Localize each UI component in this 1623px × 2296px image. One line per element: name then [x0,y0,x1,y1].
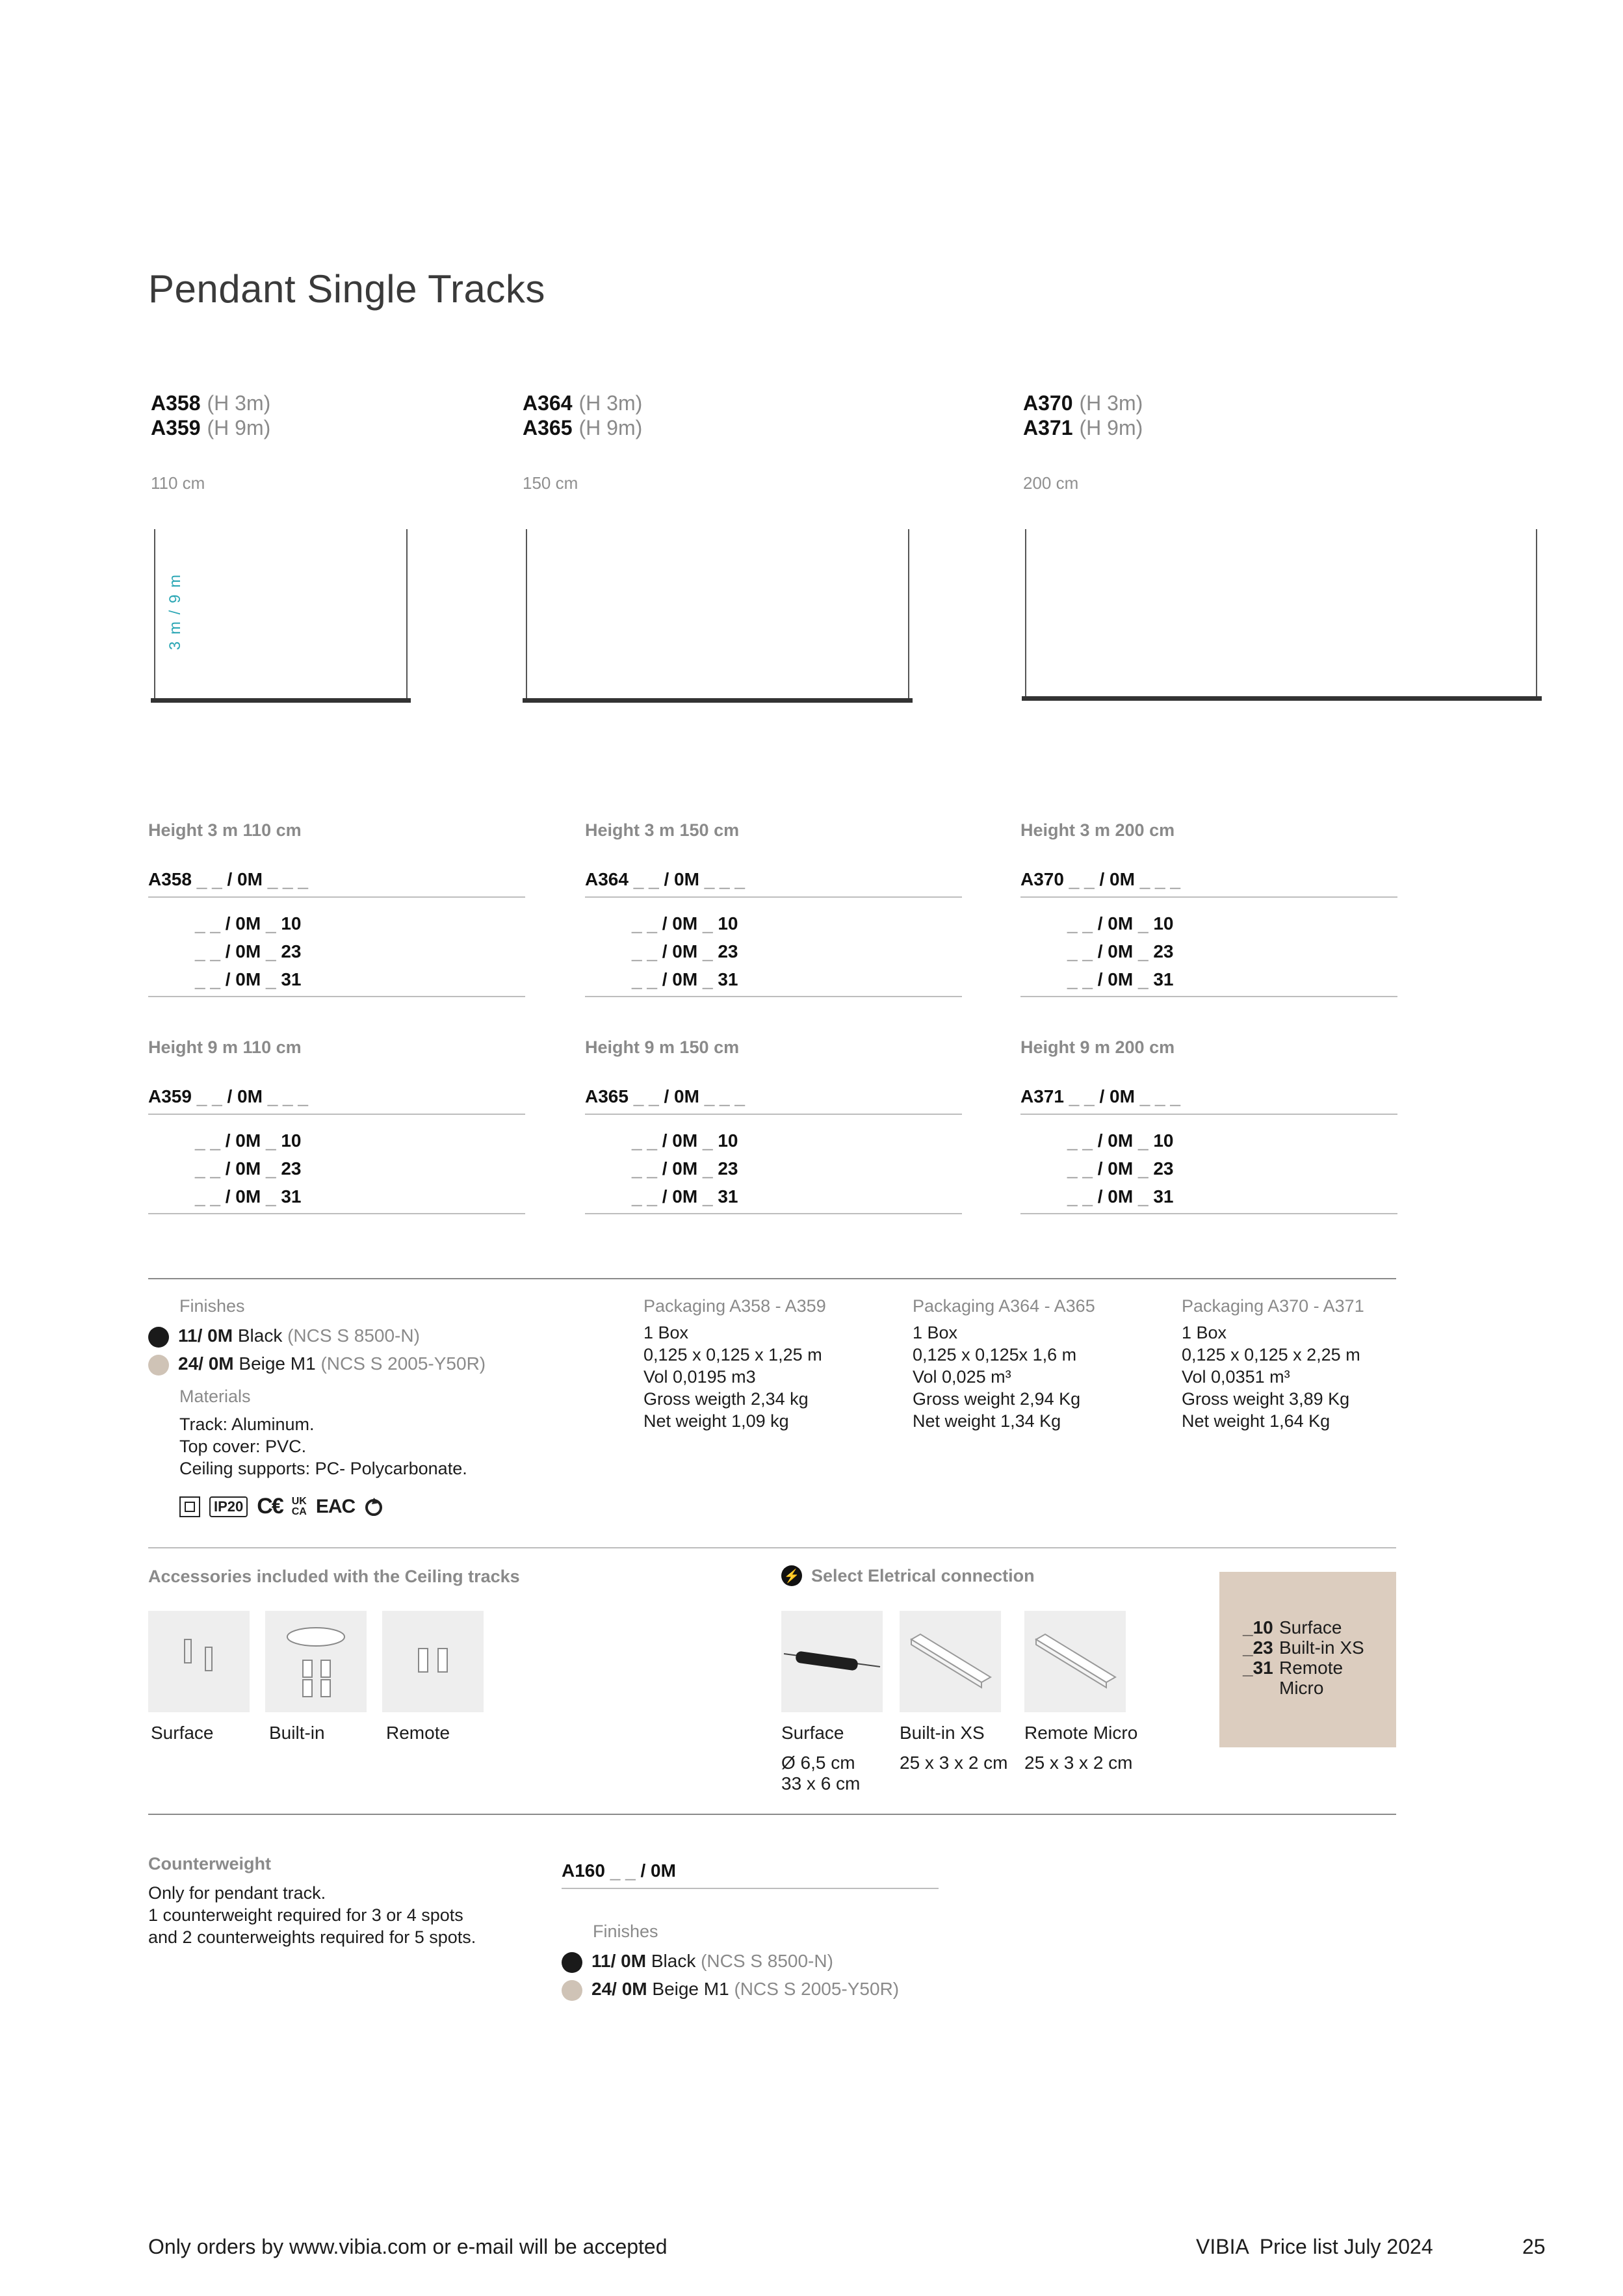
ce-mark-icon: C€ [257,1494,283,1519]
ip20-icon: IP20 [209,1496,248,1517]
ukca-mark-icon: UK CA [291,1495,307,1517]
counterweight-block [148,1854,476,1948]
product-height: (H 3m) [1079,391,1143,415]
section-divider [148,1278,1396,1279]
counterweight-code-table [562,1860,939,1889]
accessory-builtin-image [265,1611,367,1712]
finish-item-black: 11/ 0M Black (NCS S 8500-N) [148,1322,486,1350]
packaging-details: 1 Box 0,125 x 0,125 x 1,25 m Vol 0,0195 m3 Gross weigth 2,34 kg Net weight 1,09 kg [643,1323,822,1431]
finish-item-beige: 24/ 0M Beige M1 (NCS S 2005-Y50R) [148,1350,486,1377]
variant-line: _ _ / 0M _ 10 [632,1130,738,1151]
product-code: A370 [1023,391,1073,415]
product-code: A365 [523,416,573,439]
footer-brand: VIBIA Price list July 2024 [1196,2235,1433,2258]
variant-line: _ _ / 0M _ 10 [1067,913,1174,933]
section-divider [148,1814,1396,1815]
table-heading: Height 9 m 110 cm [148,1037,302,1057]
packaging-details: 1 Box 0,125 x 0,125x 1,6 m Vol 0,025 m³ Gross weight 2,94 Kg Net weight 1,34 Kg [913,1323,1081,1431]
color-swatch-black [148,1327,169,1348]
packaging-block-2 [913,1296,1095,1432]
connection-code-legend [1219,1572,1396,1747]
electrical-heading-row [781,1565,1035,1586]
variant-line: _ _ / 0M _ 31 [195,1186,302,1207]
footer-order-note: Only orders by www.vibia.com or e-mail will be accepted [148,2235,668,2258]
main-code-line: A359 _ _ / 0M _ _ _ [148,1086,308,1106]
divider [585,996,962,997]
finishes-heading: Finishes [593,1922,658,1941]
main-code-line: A370 _ _ / 0M _ _ _ [1020,869,1180,889]
code-table-5 [585,1037,962,1214]
variant-line: _ _ / 0M _ 31 [195,969,302,989]
divider [148,1213,525,1214]
product-code: A364 [523,391,573,415]
packaging-block-1 [643,1296,826,1432]
track-bar-110 [151,698,411,703]
materials-list: Track: Aluminum. Top cover: PVC. Ceiling supports: PC- Polycarbonate. [179,1415,467,1478]
color-swatch-black [562,1952,582,1973]
materials-heading: Materials [179,1387,251,1406]
code-table-6 [1020,1037,1397,1214]
product-header-3 [1023,391,1143,440]
width-label: 150 cm [523,473,578,493]
accessory-caption: Built-in [269,1723,325,1743]
divider [148,896,525,898]
product-height: (H 3m) [207,391,271,415]
width-label: 200 cm [1023,473,1079,493]
divider [1020,896,1397,898]
height-dimension-label: 3 m / 9 m [166,573,184,650]
code-table-1 [148,820,525,997]
eac-mark-icon: EAC [315,1495,356,1517]
table-heading: Height 3 m 200 cm [1020,820,1175,840]
track-bar-150 [523,698,913,703]
variant-line: _ _ / 0M _ 31 [1067,1186,1174,1207]
table-heading: Height 9 m 200 cm [1020,1037,1175,1057]
variant-line: _ _ / 0M _ 23 [195,1158,302,1179]
color-swatch-beige [148,1355,169,1376]
packaging-details: 1 Box 0,125 x 0,125 x 2,25 m Vol 0,0351 m³ Gross weight 3,89 Kg Net weight 1,64 Kg [1182,1323,1360,1431]
product-code: A359 [151,416,201,439]
counterweight-heading: Counterweight [148,1854,271,1873]
electrical-builtin-xs-caption: Built-in XS 25 x 3 x 2 cm [900,1723,1008,1773]
accessory-remote-image [382,1611,484,1712]
counterweight-description: Only for pendant track. 1 counterweight required for 3 or 4 spots and 2 counterweights required for 5 spots. [148,1883,476,1947]
page-title: Pendant Single Tracks [148,267,545,311]
product-height: (H 9m) [207,416,271,439]
certification-icons [179,1494,486,1519]
page-number: 25 [1522,2235,1546,2258]
packaging-heading: Packaging A364 - A365 [913,1296,1095,1316]
legend-row: _10 Surface [1243,1617,1342,1637]
accessory-caption: Remote [386,1723,450,1743]
table-heading: Height 3 m 110 cm [148,820,302,840]
width-label: 110 cm [151,473,205,493]
main-code-line: A358 _ _ / 0M _ _ _ [148,869,308,889]
divider [1020,996,1397,997]
variant-line: _ _ / 0M _ 10 [195,1130,302,1151]
product-height: (H 9m) [578,416,643,439]
variant-line: _ _ / 0M _ 10 [1067,1130,1174,1151]
divider [148,996,525,997]
divider [585,1213,962,1214]
divider [148,1114,525,1115]
divider [1020,1114,1397,1115]
main-code-line: A371 _ _ / 0M _ _ _ [1020,1086,1180,1106]
code-table-4 [148,1037,525,1214]
lightning-bolt-icon: ⚡ [781,1565,802,1586]
legend-row: _31 Remote [1243,1658,1344,1678]
legend-row: _23 Built-in XS [1243,1637,1364,1658]
variant-line: _ _ / 0M _ 23 [1067,1158,1174,1179]
accessory-caption: Surface [151,1723,214,1743]
main-code-line: A364 _ _ / 0M _ _ _ [585,869,745,889]
product-height: (H 9m) [1079,416,1143,439]
product-header-1 [151,391,270,440]
product-height: (H 3m) [578,391,643,415]
color-swatch-beige [562,1980,582,2001]
main-code-line: A365 _ _ / 0M _ _ _ [585,1086,745,1106]
electrical-heading: Select Eletrical connection [811,1565,1035,1585]
finishes-heading: Finishes [179,1296,245,1316]
variant-line: _ _ / 0M _ 23 [632,941,738,961]
electrical-remote-micro-caption: Remote Micro 25 x 3 x 2 cm [1024,1723,1138,1773]
finishes-block [148,1296,486,1519]
divider [585,1114,962,1115]
packaging-block-3 [1182,1296,1364,1432]
finish-item-black: 11/ 0M Black (NCS S 8500-N) [562,1947,899,1975]
section-divider [148,1547,1396,1548]
track-drawings [143,520,1553,715]
packaging-heading: Packaging A370 - A371 [1182,1296,1364,1316]
accessory-surface-image [148,1611,250,1712]
table-heading: Height 9 m 150 cm [585,1037,740,1057]
variant-line: _ _ / 0M _ 10 [195,913,302,933]
electrical-builtin-xs-image [900,1611,1001,1712]
product-code: A358 [151,391,201,415]
legend-row: Micro [1279,1678,1324,1698]
recycling-icon [364,1496,383,1517]
divider [1020,1213,1397,1214]
variant-line: _ _ / 0M _ 10 [632,913,738,933]
counterweight-code-line: A160 _ _ / 0M [562,1860,676,1881]
code-table-3 [1020,820,1397,997]
variant-line: _ _ / 0M _ 31 [1067,969,1174,989]
variant-line: _ _ / 0M _ 31 [632,969,738,989]
product-header-2 [523,391,642,440]
table-heading: Height 3 m 150 cm [585,820,740,840]
variant-line: _ _ / 0M _ 23 [632,1158,738,1179]
class-ii-icon [179,1496,200,1517]
divider [585,896,962,898]
product-code: A371 [1023,416,1073,439]
variant-line: _ _ / 0M _ 23 [195,941,302,961]
variant-line: _ _ / 0M _ 31 [632,1186,738,1207]
electrical-remote-micro-image [1024,1611,1126,1712]
accessories-heading: Accessories included with the Ceiling tracks [148,1567,520,1586]
track-bar-200 [1022,696,1542,701]
finish-item-beige: 24/ 0M Beige M1 (NCS S 2005-Y50R) [562,1975,899,2003]
counterweight-finishes [562,1922,899,2003]
code-table-2 [585,820,962,997]
packaging-heading: Packaging A358 - A359 [643,1296,826,1316]
electrical-surface-caption: Surface Ø 6,5 cm 33 x 6 cm [781,1723,861,1794]
variant-line: _ _ / 0M _ 23 [1067,941,1174,961]
divider [562,1888,939,1889]
electrical-surface-image [781,1611,883,1712]
